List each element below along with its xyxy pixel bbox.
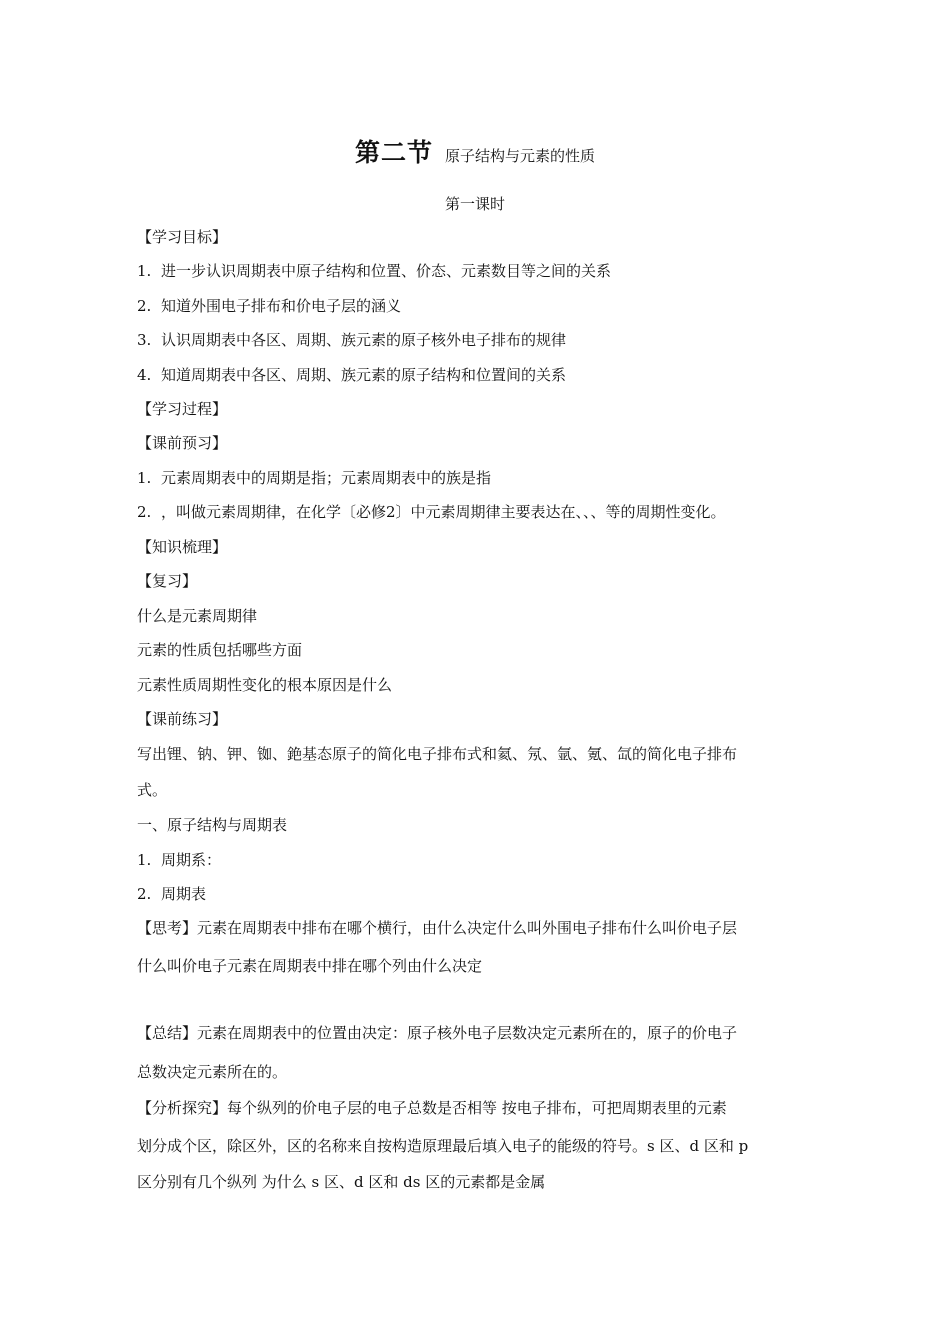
preview-heading: 【课前预习】 (137, 434, 228, 452)
goals-heading: 【学习目标】 (137, 228, 228, 246)
review-heading: 【复习】 (137, 572, 198, 590)
goal-number: 3. (137, 331, 152, 349)
lesson-label: 第一课时 (444, 195, 505, 213)
review-question: 什么是元素周期律 (137, 607, 258, 625)
section-item-text: 周期表 (161, 885, 207, 903)
section-item-text: 周期系： (161, 851, 222, 869)
preview-text: 元素周期表中的周期是指；元素周期表中的族是指 (161, 469, 492, 487)
process-heading: 【学习过程】 (137, 400, 228, 418)
section-item (137, 850, 221, 870)
goal-text: 知道周期表中各区、周期、族元素的原子结构和位置间的关系 (161, 366, 567, 384)
practice-text: 写出锂、钠、钾、铷、銫基态原子的简化电子排布式和氦、氖、氩、氪、氙的简化电子排布 (137, 745, 738, 763)
goal-item (137, 365, 566, 385)
analysis-paragraph: 区分别有几个纵列 为什么 s 区、d 区和 ds 区的元素都是金属 (137, 1173, 546, 1191)
analysis-paragraph: 【分析探究】每个纵列的价电子层的电子总数是否相等 按电子排布，可把周期表里的元素 (137, 1099, 727, 1117)
review-question: 元素性质周期性变化的根本原因是什么 (137, 676, 393, 694)
goal-text: 进一步认识周期表中原子结构和位置、价态、元素数目等之间的关系 (161, 262, 612, 280)
goal-item (137, 261, 611, 281)
page-title (0, 133, 950, 169)
goal-text: 知道外围电子排布和价电子层的涵义 (161, 297, 402, 315)
practice-text: 式。 (137, 781, 168, 799)
section-title: 原子结构与元素的性质 (445, 147, 596, 165)
preview-text: ，叫做元素周期律，在化学〔必修2〕中元素周期律主要表达在、、、等的周期性变化。 (161, 503, 726, 521)
section-item-number: 1. (137, 851, 152, 869)
preview-number: 1. (137, 469, 152, 487)
section-number: 第二节 (354, 138, 433, 167)
goal-number: 2. (137, 297, 152, 315)
think-paragraph: 什么叫价电子元素在周期表中排在哪个列由什么决定 (137, 957, 483, 975)
review-question: 元素的性质包括哪些方面 (137, 641, 303, 659)
practice-heading: 【课前练习】 (137, 710, 228, 728)
preview-item (137, 468, 491, 488)
goal-text: 认识周期表中各区、周期、族元素的原子核外电子排布的规律 (161, 331, 567, 349)
section-item-number: 2. (137, 885, 152, 903)
analysis-paragraph: 划分成个区，除区外，区的名称来自按构造原理最后填入电子的能级的符号。s 区、d 区和 p (137, 1137, 749, 1155)
knowledge-heading: 【知识梳理】 (137, 538, 228, 556)
section-heading: 一、原子结构与周期表 (137, 816, 288, 834)
goal-number: 1. (137, 262, 152, 280)
preview-number: 2. (137, 503, 152, 521)
goal-number: 4. (137, 366, 152, 384)
preview-item (137, 502, 726, 522)
summary-paragraph: 总数决定元素所在的。 (137, 1063, 288, 1081)
goal-item (137, 330, 566, 350)
think-paragraph: 【思考】元素在周期表中排布在哪个横行，由什么决定什么叫外围电子排布什么叫价电子层 (137, 919, 738, 937)
goal-item (137, 296, 401, 316)
section-item (137, 884, 206, 904)
summary-paragraph: 【总结】元素在周期表中的位置由决定：原子核外电子层数决定元素所在的，原子的价电子 (137, 1024, 738, 1042)
